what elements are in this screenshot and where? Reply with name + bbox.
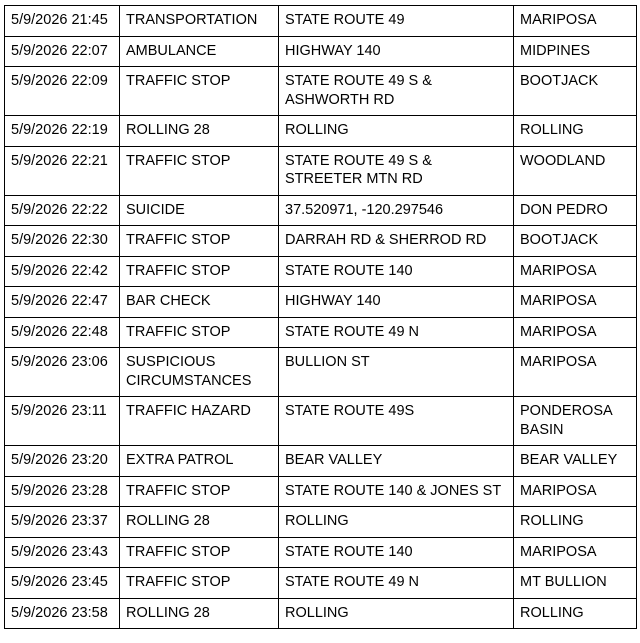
cell-area: MARIPOSA xyxy=(514,256,637,287)
table-row xyxy=(5,67,637,116)
table-row xyxy=(5,317,637,348)
cell-time: 5/9/2026 23:58 xyxy=(5,598,120,629)
cell-location: HIGHWAY 140 xyxy=(279,287,514,318)
cell-location: STATE ROUTE 49 N xyxy=(279,568,514,599)
cell-time: 5/9/2026 22:07 xyxy=(5,36,120,67)
table-row xyxy=(5,256,637,287)
cell-location: STATE ROUTE 140 xyxy=(279,537,514,568)
cell-time: 5/9/2026 23:43 xyxy=(5,537,120,568)
cell-time: 5/9/2026 23:45 xyxy=(5,568,120,599)
call-log-body xyxy=(5,6,637,629)
cell-area: BOOTJACK xyxy=(514,67,637,116)
cell-time: 5/9/2026 22:42 xyxy=(5,256,120,287)
cell-location: STATE ROUTE 140 & JONES ST xyxy=(279,476,514,507)
cell-call-type: TRAFFIC STOP xyxy=(120,537,279,568)
cell-area: MARIPOSA xyxy=(514,348,637,397)
cell-area: ROLLING xyxy=(514,507,637,538)
cell-area: MARIPOSA xyxy=(514,476,637,507)
cell-time: 5/9/2026 23:37 xyxy=(5,507,120,538)
cell-location: 37.520971, -120.297546 xyxy=(279,195,514,226)
cell-call-type: ROLLING 28 xyxy=(120,598,279,629)
cell-location: STATE ROUTE 140 xyxy=(279,256,514,287)
cell-area: PONDEROSA BASIN xyxy=(514,397,637,446)
cell-call-type: AMBULANCE xyxy=(120,36,279,67)
cell-area: DON PEDRO xyxy=(514,195,637,226)
cell-time: 5/9/2026 22:19 xyxy=(5,116,120,147)
table-row xyxy=(5,507,637,538)
cell-call-type: TRAFFIC STOP xyxy=(120,256,279,287)
table-row xyxy=(5,598,637,629)
cell-call-type: TRAFFIC STOP xyxy=(120,317,279,348)
cell-call-type: TRAFFIC STOP xyxy=(120,146,279,195)
cell-location: ROLLING xyxy=(279,598,514,629)
table-row xyxy=(5,397,637,446)
cell-location: STATE ROUTE 49 S & ASHWORTH RD xyxy=(279,67,514,116)
cell-area: MARIPOSA xyxy=(514,537,637,568)
cell-time: 5/9/2026 22:30 xyxy=(5,226,120,257)
table-row xyxy=(5,446,637,477)
cell-area: BOOTJACK xyxy=(514,226,637,257)
cell-time: 5/9/2026 22:09 xyxy=(5,67,120,116)
table-row xyxy=(5,36,637,67)
cell-area: MT BULLION xyxy=(514,568,637,599)
cell-time: 5/9/2026 21:45 xyxy=(5,6,120,37)
cell-location: BEAR VALLEY xyxy=(279,446,514,477)
table-row xyxy=(5,348,637,397)
cell-time: 5/9/2026 22:47 xyxy=(5,287,120,318)
call-log-table xyxy=(4,5,637,629)
table-row xyxy=(5,116,637,147)
cell-area: ROLLING xyxy=(514,116,637,147)
cell-location: DARRAH RD & SHERROD RD xyxy=(279,226,514,257)
table-row xyxy=(5,195,637,226)
table-row xyxy=(5,226,637,257)
cell-call-type: TRAFFIC STOP xyxy=(120,568,279,599)
table-row xyxy=(5,476,637,507)
table-row xyxy=(5,6,637,37)
cell-area: WOODLAND xyxy=(514,146,637,195)
cell-location: STATE ROUTE 49 N xyxy=(279,317,514,348)
table-row xyxy=(5,146,637,195)
cell-area: MARIPOSA xyxy=(514,317,637,348)
cell-location: STATE ROUTE 49 S & STREETER MTN RD xyxy=(279,146,514,195)
cell-time: 5/9/2026 23:28 xyxy=(5,476,120,507)
table-row xyxy=(5,287,637,318)
cell-time: 5/9/2026 23:20 xyxy=(5,446,120,477)
cell-area: MARIPOSA xyxy=(514,287,637,318)
cell-call-type: ROLLING 28 xyxy=(120,507,279,538)
table-row xyxy=(5,537,637,568)
cell-location: HIGHWAY 140 xyxy=(279,36,514,67)
table-row xyxy=(5,568,637,599)
cell-call-type: BAR CHECK xyxy=(120,287,279,318)
cell-time: 5/9/2026 22:21 xyxy=(5,146,120,195)
cell-area: ROLLING xyxy=(514,598,637,629)
cell-call-type: TRAFFIC STOP xyxy=(120,67,279,116)
cell-call-type: TRAFFIC HAZARD xyxy=(120,397,279,446)
cell-call-type: TRAFFIC STOP xyxy=(120,226,279,257)
cell-call-type: SUSPICIOUS CIRCUMSTANCES xyxy=(120,348,279,397)
cell-call-type: SUICIDE xyxy=(120,195,279,226)
cell-location: ROLLING xyxy=(279,507,514,538)
cell-area: MIDPINES xyxy=(514,36,637,67)
cell-time: 5/9/2026 22:22 xyxy=(5,195,120,226)
cell-call-type: ROLLING 28 xyxy=(120,116,279,147)
cell-location: STATE ROUTE 49 xyxy=(279,6,514,37)
cell-time: 5/9/2026 23:06 xyxy=(5,348,120,397)
cell-location: STATE ROUTE 49S xyxy=(279,397,514,446)
cell-location: BULLION ST xyxy=(279,348,514,397)
cell-area: BEAR VALLEY xyxy=(514,446,637,477)
cell-call-type: EXTRA PATROL xyxy=(120,446,279,477)
cell-area: MARIPOSA xyxy=(514,6,637,37)
cell-time: 5/9/2026 23:11 xyxy=(5,397,120,446)
cell-time: 5/9/2026 22:48 xyxy=(5,317,120,348)
cell-call-type: TRAFFIC STOP xyxy=(120,476,279,507)
cell-call-type: TRANSPORTATION xyxy=(120,6,279,37)
cell-location: ROLLING xyxy=(279,116,514,147)
